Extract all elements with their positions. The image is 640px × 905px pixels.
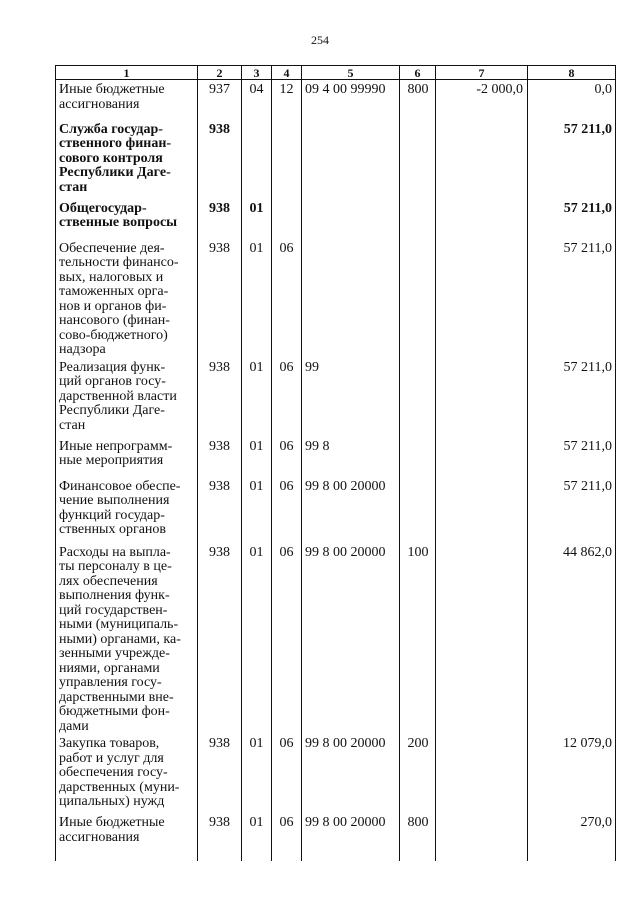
column-header-6: 6 [400,66,436,80]
table-row [56,120,616,199]
empty-cell [400,858,436,861]
empty-cell [302,858,400,861]
row-value-7 [436,477,528,543]
row-value-7 [436,239,528,358]
row-code-5: 99 8 00 20000 [302,813,400,858]
row-code-2: 937 [198,80,242,120]
row-value-8: 57 211,0 [528,120,616,199]
row-value-7 [436,358,528,437]
row-description: Финансовое обеспе- чение выполнения функций государ- ственных органов [56,477,198,543]
row-value-7 [436,437,528,477]
row-code-3: 01 [242,543,272,735]
row-code-5: 09 4 00 99990 [302,80,400,120]
row-code-4: 06 [272,734,302,813]
row-code-6 [400,199,436,239]
row-description: Обеспечение дея- тельности финансо- вых, налоговых и таможенных орга- нов и органов фи- нансового (финан- сово-бюджетного) надзора [56,239,198,358]
row-value-7 [436,813,528,858]
row-code-4 [272,199,302,239]
table-row [56,437,616,477]
row-code-6 [400,437,436,477]
row-code-4: 06 [272,543,302,735]
table-row [56,239,616,358]
empty-cell [528,858,616,861]
empty-cell [272,858,302,861]
row-code-2: 938 [198,358,242,437]
row-description: Расходы на выпла- ты персоналу в це- лях обеспечения выполнения функ- ций государствен- ными (муниципаль- ными) органами, ка- зенными учрежде- ниями, органами управления госу- дарственными вне- бюджетными фон- дами [56,543,198,735]
row-code-3: 01 [242,734,272,813]
row-value-7 [436,543,528,735]
row-code-4: 06 [272,437,302,477]
row-code-3: 01 [242,477,272,543]
row-code-4: 06 [272,813,302,858]
column-header-3: 3 [242,66,272,80]
row-code-3: 01 [242,199,272,239]
row-code-2: 938 [198,199,242,239]
column-header-8: 8 [528,66,616,80]
table-row [56,734,616,813]
table-row [56,543,616,735]
column-header-2: 2 [198,66,242,80]
row-description: Иные бюджетные ассигнования [56,813,198,858]
row-description: Иные бюджетные ассигнования [56,80,198,120]
row-description: Общегосудар- ственные вопросы [56,199,198,239]
row-description: Закупка товаров, работ и услуг для обеспечения госу- дарственных (муни- ципальных) нужд [56,734,198,813]
row-code-5: 99 8 00 20000 [302,543,400,735]
row-code-4: 06 [272,358,302,437]
empty-cell [242,858,272,861]
row-code-5: 99 8 00 20000 [302,734,400,813]
row-value-8: 57 211,0 [528,199,616,239]
row-code-2: 938 [198,813,242,858]
empty-cell [198,858,242,861]
budget-table [55,65,616,861]
row-code-5: 99 8 [302,437,400,477]
row-code-6: 800 [400,813,436,858]
row-code-6: 100 [400,543,436,735]
row-code-2: 938 [198,437,242,477]
table-row [56,80,616,120]
row-value-8: 57 211,0 [528,239,616,358]
row-value-8: 57 211,0 [528,477,616,543]
table-row [56,813,616,858]
row-value-7: -2 000,0 [436,80,528,120]
row-code-6 [400,477,436,543]
row-code-4: 06 [272,477,302,543]
row-value-7 [436,734,528,813]
row-code-4 [272,120,302,199]
row-code-3: 01 [242,813,272,858]
table-row [56,199,616,239]
row-code-3: 04 [242,80,272,120]
row-code-6 [400,120,436,199]
row-code-3: 01 [242,437,272,477]
row-code-6: 800 [400,80,436,120]
row-value-8: 0,0 [528,80,616,120]
row-code-5: 99 8 00 20000 [302,477,400,543]
page-number: 254 [311,33,329,47]
row-code-2: 938 [198,120,242,199]
row-description: Реализация функ- ций органов госу- дарственной власти Республики Даге- стан [56,358,198,437]
row-code-2: 938 [198,477,242,543]
row-code-5 [302,239,400,358]
row-code-4: 12 [272,80,302,120]
empty-cell [56,858,198,861]
row-code-5 [302,120,400,199]
row-description: Иные непрограмм- ные мероприятия [56,437,198,477]
column-header-7: 7 [436,66,528,80]
column-header-5: 5 [302,66,400,80]
row-value-7 [436,120,528,199]
row-code-5 [302,199,400,239]
empty-cell [436,858,528,861]
table-row [56,477,616,543]
row-value-8: 44 862,0 [528,543,616,735]
table-filler-row [56,858,616,861]
row-value-8: 270,0 [528,813,616,858]
row-code-6 [400,358,436,437]
row-code-2: 938 [198,734,242,813]
row-code-3: 01 [242,358,272,437]
row-value-8: 57 211,0 [528,358,616,437]
row-code-4: 06 [272,239,302,358]
table-row [56,358,616,437]
row-code-3: 01 [242,239,272,358]
row-code-2: 938 [198,239,242,358]
row-code-5: 99 [302,358,400,437]
row-value-7 [436,199,528,239]
column-header-4: 4 [272,66,302,80]
row-code-2: 938 [198,543,242,735]
row-value-8: 12 079,0 [528,734,616,813]
row-code-3 [242,120,272,199]
header-row [56,66,616,80]
row-value-8: 57 211,0 [528,437,616,477]
row-code-6 [400,239,436,358]
row-description: Служба государ- ственного финан- сового контроля Республики Даге- стан [56,120,198,199]
row-code-6: 200 [400,734,436,813]
column-header-1: 1 [56,66,198,80]
budget-table-container [55,65,615,851]
